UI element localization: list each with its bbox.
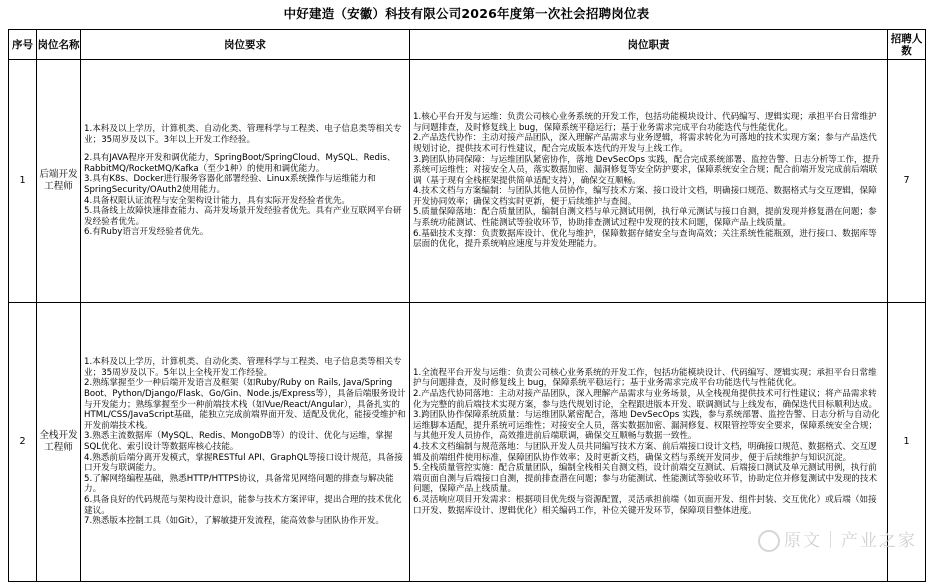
job-table [8,29,926,582]
header-name: 岗位名称 [37,30,81,60]
watermark-text: 原文｜产业之家 [784,531,917,551]
requirement-item: 2.熟练掌握至少一种后端开发语言及框架（如Ruby/Ruby on Rails, Java/Spring Boot、Python/Django/Flask、Go/Gin、Node.js/Express等），具备后端服务设计与开发能力；熟练掌握至少一种前端技术栈（如Vue/React/Angular），具备扎实的HTML/CSS/JavaScript基础，能独立完成前端界面开发、适配及优化，能接受维护和开发前端技术栈。 [84,378,406,431]
duty-item: 6.灵活响应项目开发需求：根据项目优先级与资源配置，灵活承担前端（如页面开发、组件封装、交互优化）或后端（如接口开发、数据库设计、逻辑优化）相关编码工作，补位关键开发环节，保障项目整体进度。 [413,494,877,516]
row-requirements [81,303,410,582]
duty-item: 6.基础技术支撑：负责数据库设计、优化与维护，保障数据存储安全与查询高效；关注系统性能瓶颈，进行接口、数据库等层面的优化，提升系统响应速度与并发处理能力。 [413,228,877,250]
header-row [9,30,926,60]
requirement-item: 1.本科及以上学历，计算机类、自动化类、管理科学与工程类、电子信息类等相关专业；35周岁及以下。3年以上开发工作经验。 [84,124,402,145]
header-count: 招聘人数 [888,30,926,60]
requirement-item: 6.有Ruby语言开发经验者优先。 [84,227,209,238]
duty-item: 3.跨团队协作保障系统质量：与运维团队紧密配合，落地 DevSecOps 实践，参与系统部署、监控告警、日志分析与自动化运维脚本适配，提升系统可运维性；对接安全人员，落实数据加密、漏洞修复、权限管控等安全要求，保障系统安全合规；与其他开发人员协作，高效推进前后端联调，确保交互顺畅与数据一致性。 [413,410,880,442]
duty-item: 2.产品迭代协作：主动对接产品团队，深入理解产品需求与业务逻辑，将需求转化为可落地的技术实现方案；参与产品迭代规划讨论，提供技术可行性建议，配合完成版本迭代的开发与上线工作。 [413,133,877,154]
row-seq: 2 [9,303,37,582]
table-row [9,60,926,303]
header-requirements: 岗位要求 [81,30,410,60]
header-seq: 序号 [9,30,37,60]
header-duties: 岗位职责 [410,30,888,60]
requirement-item: 7.熟悉版本控制工具（如Git），了解敏捷开发流程，能高效参与团队协作开发。 [84,516,384,527]
requirement-item: 3.具有K8s、Docker进行服务容器化部署经验、Linux系统操作与运维能力和SpringSecurity/OAuth2使用能力。 [84,174,376,195]
row-seq: 1 [9,60,37,303]
duty-item: 2.产品迭代协同落地：主动对接产品团队，深入理解产品需求与业务场景，从全栈视角提供技术可行性建议；将产品需求转化为完整的前后端技术实现方案，参与迭代规划讨论，全程跟进版本开发、联调测试与上线发布，确保迭代目标顺利达成。 [413,389,878,410]
duty-item: 1.全流程平台开发与运维：负责公司核心业务系统的开发工作，包括功能模块设计、代码编写、逻辑实现；承担平台日常维护与问题排查，及时修复线上 bug，保障系统平稳运行；基于业务需求完成平台功能迭代与性能优化。 [413,367,877,389]
requirement-item: 3.熟悉主流数据库（MySQL、Redis、MongoDB等）的设计、优化与运维，掌握SQL优化、索引设计等数据库核心技能。 [84,431,393,452]
row-count: 7 [888,60,926,303]
row-job-name: 全栈开发工程师 [37,303,81,582]
page-title: 中好建造（安徽）科技有限公司2026年度第一次社会招聘岗位表 [283,6,650,21]
duty-item: 1.核心平台开发与运维：负责公司核心业务系统的开发工作，包括功能模块设计、代码编写、逻辑实现；承担平台日常维护与问题排查，及时修复线上 bug，保障系统平稳运行；基于业务需求完成平台功能迭代与性能优化。 [413,112,877,133]
duty-item: 3.跨团队协同保障：与运维团队紧密协作，落地 DevSecOps 实践，配合完成系统部署、监控告警、日志分析等工作，提升系统可运维性；对接安全人员，落实数据加密、漏洞修复等安全防护要求，保障系统安全合规；配合前端开发完成前后端联调（基于现有全栈框架提供简单适配支持），确保交互顺畅。 [413,154,880,186]
watermark [758,526,917,552]
requirement-item: 2.具有JAVA程序开发和调优能力，SpringBoot/SpringCloud、MySQL、Redis、RabbitMQ/RocketMQ/Kafka（至少1种）的使用和调优能力。 [84,153,396,174]
duty-item: 5.质量保障落地：配合质量团队，编制自测文档与单元测试用例，执行单元测试与接口自测，提前发现并修复潜在问题；参与系统功能测试、性能测试等验收环节，协助排查测试过程中发现的技术问题，保障产品上线质量。 [413,207,877,229]
row-job-name: 后端开发工程师 [37,60,81,303]
requirement-item: 5.具备线上故障快速排查能力、高并发场景开发经验者优先。具有产业互联网平台研发经验者优先。 [84,206,402,227]
requirement-item: 4.熟悉前后端分离开发模式，掌握RESTful API、GraphQL等接口设计规范，具备接口开发与联调能力。 [84,452,403,474]
requirement-item: 6.具备良好的代码规范与架构设计意识，能参与技术方案评审，提出合理的技术优化建议。 [84,494,402,516]
duty-item: 5.全栈质量管控实施：配合质量团队，编制全栈相关自测文档，设计前端交互测试、后端接口测试及单元测试用例，执行前端页面自测与后端接口自测，提前排查潜在问题；参与功能测试、性能测试等验收环节，协助定位并修复测试中发现的技术问题，保障产品上线质量。 [413,463,878,495]
requirement-item: 5.了解网络编程基础，熟悉HTTP/HTTPS协议，具备常见网络问题的排查与解决能力。 [84,473,394,495]
row-duties [410,60,888,303]
row-requirements [81,60,410,303]
duty-item: 4.技术文档与方案编制：与团队其他人员协作，编写技术方案、接口设计文档，明确接口规范、数据格式与交互逻辑，保障开发协同效率；确保文档实时更新，便于后续维护与查阅。 [413,186,877,207]
requirement-item: 4.具备权限认证流程与安全架构设计能力，具有实际开发经验者优先。 [84,195,351,206]
requirement-item: 1.本科及以上学历，计算机类、自动化类、管理科学与工程类、电子信息类等相关专业；35周岁及以下。5年以上全栈开发工作经验。 [84,357,402,378]
watermark-logo-icon [758,530,780,552]
duty-item: 4.技术文档编制与规范落地：与团队开发人员共同编写技术方案、前后端接口设计文档，明确接口规范、数据格式、交互逻辑及前端组件使用标准，保障团队协作效率；及时更新文档，确保文档与系统开发同步，便于后续维护与知识沉淀。 [413,442,877,463]
row-count: 1 [888,303,926,582]
